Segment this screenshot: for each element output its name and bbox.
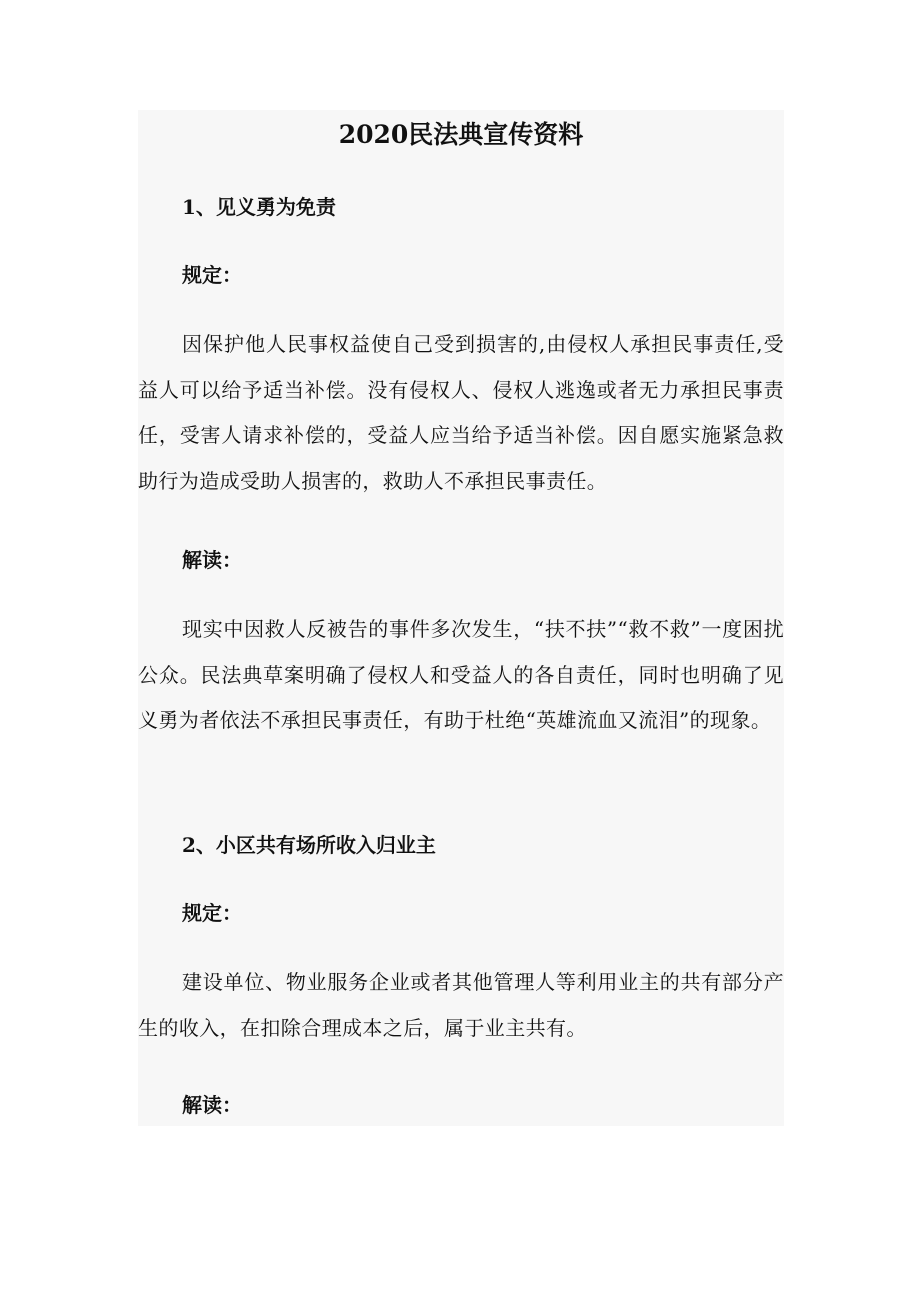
section-2-rule-text: 建设单位、物业服务企业或者其他管理人等利用业主的共有部分产生的收入，在扣除合理成本之后，属于业主共有。	[138, 970, 784, 1040]
section-1-heading: 1、见义勇为免责	[182, 195, 336, 219]
section-1-rule-label: 规定：	[182, 263, 242, 287]
section-1-explain-label: 解读：	[182, 548, 242, 572]
section-1-explain-text: 现实中因救人反被告的事件多次发生，“扶不扶”“救不救”一度困扰公众。民法典草案明确了侵权人和受益人的各自责任，同时也明确了见义勇为者依法不承担民事责任，有助于杜绝“英雄流血又流泪”的现象。	[138, 617, 784, 732]
document-page	[138, 110, 784, 1126]
section-2-explain-label: 解读：	[182, 1093, 242, 1117]
section-2-heading: 2、小区共有场所收入归业主	[182, 833, 436, 857]
section-2-rule-label: 规定：	[182, 901, 242, 925]
section-1-rule-text: 因保护他人民事权益使自己受到损害的,由侵权人承担民事责任,受益人可以给予适当补偿。没有侵权人、侵权人逃逸或者无力承担民事责任，受害人请求补偿的，受益人应当给予适当补偿。因自愿实施紧急救助行为造成受助人损害的，救助人不承担民事责任。	[138, 332, 784, 493]
document-title: 2020民法典宣传资料	[338, 120, 584, 149]
